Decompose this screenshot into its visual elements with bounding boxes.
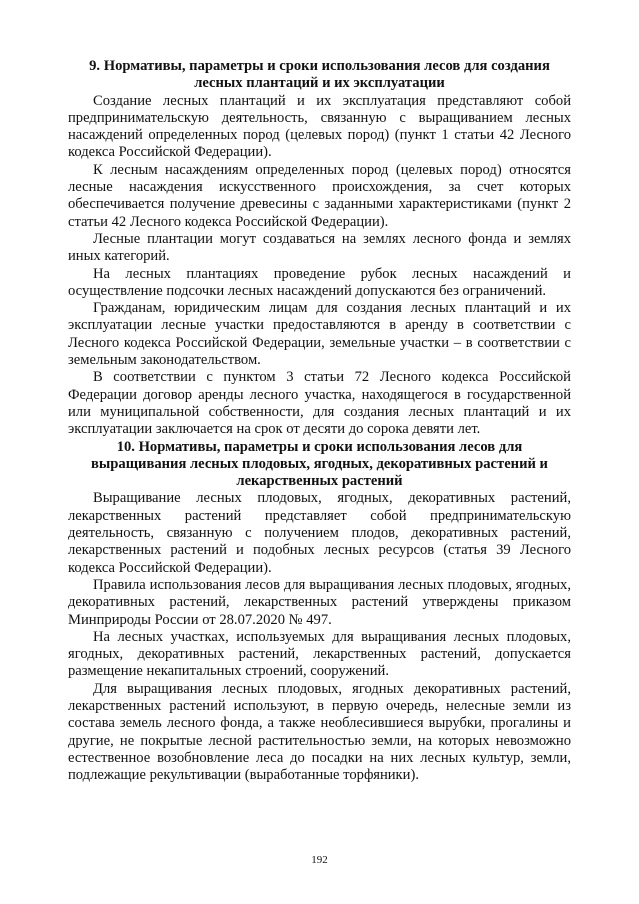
section-9-paragraph-5: Гражданам, юридическим лицам для создания лесных плантаций и их эксплуатации лесные участки предоставляются в аренду в соответствии с Лесного кодекса Российской Федерации, земельные участки – в соответствии с земельным законодательством. [68, 300, 571, 369]
section-10-title: 10. Нормативы, параметры и сроки использования лесов для выращивания лесных плодовых, ягодных, декоративных растений и лекарственных растений [91, 438, 548, 490]
section-10-paragraph-4: Для выращивания лесных плодовых, ягодных декоративных растений, лекарственных растений используют, в первую очередь, нелесные земли из состава земель лесного фонда, а также необлесившиеся вырубки, прогалины и другие, не покрытые лесной растительностью земли, на которых невозможно естественное возобновление леса до посадки на них лесных культур, земли, подлежащие рекультивации (выработанные торфяники). [68, 680, 571, 784]
section-10-paragraph-2: Правила использования лесов для выращивания лесных плодовых, ягодных, декоративных растений, лекарственных растений утверждены приказом Минприроды России от 28.07.2020 № 497. [68, 576, 571, 628]
section-10-paragraph-1: Выращивание лесных плодовых, ягодных, декоративных растений, лекарственных растений представляет собой предпринимательскую деятельность, связанную с получением плодов, декоративных растений, лекарственных растений и подобных лесных ресурсов (статья 39 Лесного кодекса Российской Федерации). [68, 490, 571, 576]
section-9-title: 9. Нормативы, параметры и сроки использования лесов для создания лесных плантаций и их эксплуатации [89, 58, 550, 92]
section-9-paragraph-2: К лесным насаждениям определенных пород (целевых пород) относятся лесные насаждения искусственного происхождения, за счет которых обеспечивается получение древесины с заданными характеристиками (пункт 2 статьи 42 Лесного кодекса Российской Федерации). [68, 161, 571, 230]
section-9-paragraph-1: Создание лесных плантаций и их эксплуатация представляют собой предпринимательскую деятельность, связанную с выращиванием лесных насаждений определенных пород (целевых пород) (пункт 1 статьи 42 Лесного кодекса Российской Федерации). [68, 92, 571, 161]
section-9-paragraph-6: В соответствии с пунктом 3 статьи 72 Лесного кодекса Российской Федерации договор аренды лесного участка, находящегося в государственной или муниципальной собственности, для создания лесных плантаций и их эксплуатации заключается на срок от десяти до сорока девяти лет. [68, 369, 571, 438]
page-number: 192 [311, 854, 328, 866]
section-9-paragraph-3: Лесные плантации могут создаваться на землях лесного фонда и землях иных категорий. [68, 230, 571, 265]
section-9-paragraph-4: На лесных плантациях проведение рубок лесных насаждений и осуществление подсочки лесных насаждений допускаются без ограничений. [68, 265, 571, 299]
section-10-paragraph-3: На лесных участках, используемых для выращивания лесных плодовых, ягодных, декоративных растений, лекарственных растений, допускается размещение некапитальных строений, сооружений. [68, 628, 571, 680]
section-10-body [68, 490, 571, 784]
section-9-body [68, 93, 571, 439]
document-page [68, 58, 571, 784]
